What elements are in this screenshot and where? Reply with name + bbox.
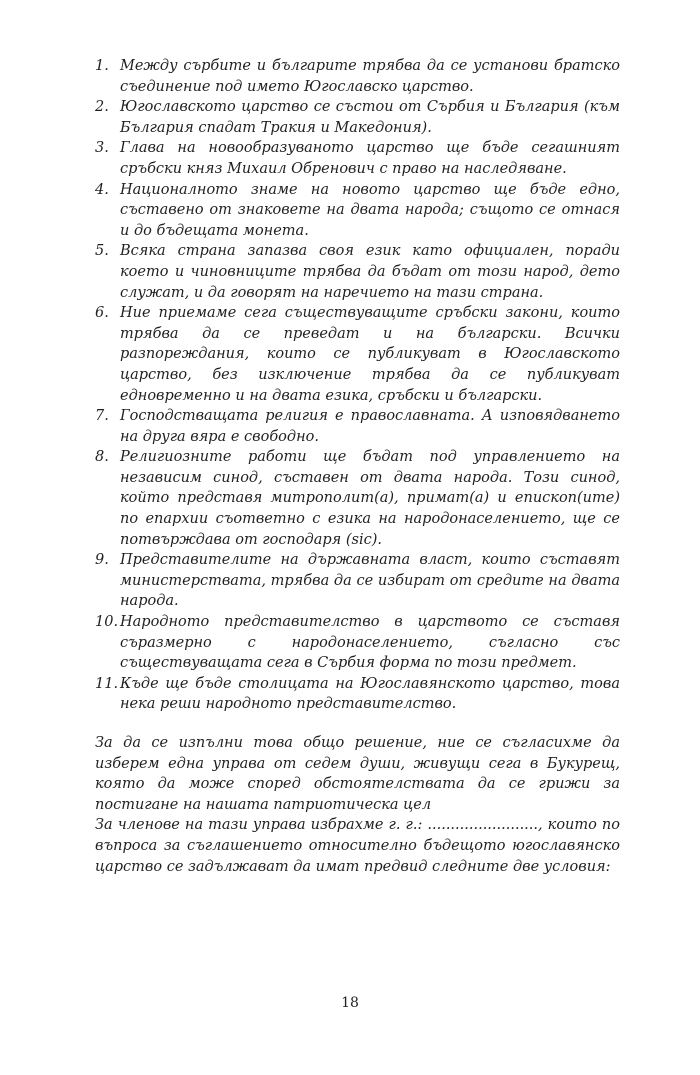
article-item <box>95 550 620 612</box>
article-text: Националното знаме на новото царство ще бъде едно, съставено от знаковете на двата народа; същото се отнася и до бъдещата монета. <box>120 181 620 239</box>
article-item <box>95 138 620 179</box>
page-number: 18 <box>341 995 359 1011</box>
article-text: Югославското царство се състои от Сърбия и България (към България спадат Тракия и Македония). <box>120 99 620 136</box>
article-item <box>95 612 620 674</box>
article-text: Между сърбите и българите трябва да се установи братско съединение под името Югославско царство. <box>120 58 620 95</box>
article-number: 9. <box>95 552 109 569</box>
article-number: 7. <box>95 408 109 425</box>
article-text: Народното представителство в царството се съставя съразмерно с народонаселението, съгласно със съществуващата сега в Сърбия форма по този предмет. <box>120 614 620 672</box>
article-number: 8. <box>95 449 109 466</box>
article-number: 3. <box>95 140 109 157</box>
article-item <box>95 180 620 242</box>
page-body <box>95 56 620 877</box>
closing-paragraph: За членове на тази управа избрахме г. г.: ........................, които по въпроса за съглашението относително бъдещото югославянско царство се задължават да имат предвид следните две условия: <box>95 817 620 875</box>
article-text: Всяка страна запазва своя език като официален, поради което и чиновниците трябва да бъдат от този народ, дето служат, и да говорят на наречието на тази страна. <box>120 243 620 301</box>
article-number: 5. <box>95 243 109 260</box>
closing-section <box>95 733 620 877</box>
article-item <box>95 674 620 715</box>
article-text: Господстващата религия е православната. А изповядването на друга вяра е свободно. <box>120 408 620 445</box>
article-item <box>95 56 620 97</box>
articles-list <box>95 56 620 715</box>
article-text: Религиозните работи ще бъдат под управлението на независим синод, съставен от двата народа. Този синод, който представя митрополит(а), примат(а) и епископ(ите) по епархии съответно с езика на народонаселението, ще се потвърждава от господаря (sic). <box>120 449 620 548</box>
article-number: 6. <box>95 305 109 322</box>
article-text: Къде ще бъде столицата на Югославянското царство, това нека реши народното представителство. <box>120 675 620 713</box>
article-number: 1. <box>95 58 109 74</box>
article-item <box>95 406 620 447</box>
article-number: 11. <box>95 675 119 692</box>
article-item <box>95 97 620 138</box>
article-item <box>95 447 620 550</box>
article-text: Глава на новообразуваното царство ще бъде сегашният сръбски княз Михаил Обренович с право на наследяване. <box>120 140 620 177</box>
article-number: 2. <box>95 99 109 116</box>
article-number: 4. <box>95 181 109 198</box>
article-text: Ние приемаме сега съществуващите сръбски закони, които трябва да се преведат и на български. Всички разпореждания, които се публикуват в Югославското царство, без изключение трябва да се публикуват едновременно и на двата езика, сръбски и български. <box>120 305 620 404</box>
closing-paragraph: За да се изпълни това общо решение, ние се съгласихме да изберем една управа от седем души, живущи сега в Букурещ, която да може според обстоятелствата да се грижи за постигане на нашата патриотическа цел <box>95 735 620 813</box>
article-number: 10. <box>95 614 119 631</box>
article-item <box>95 303 620 406</box>
article-item <box>95 241 620 303</box>
article-text: Представителите на държавната власт, които съставят министерствата, трябва да се избират от средите на двата народа. <box>120 552 620 610</box>
